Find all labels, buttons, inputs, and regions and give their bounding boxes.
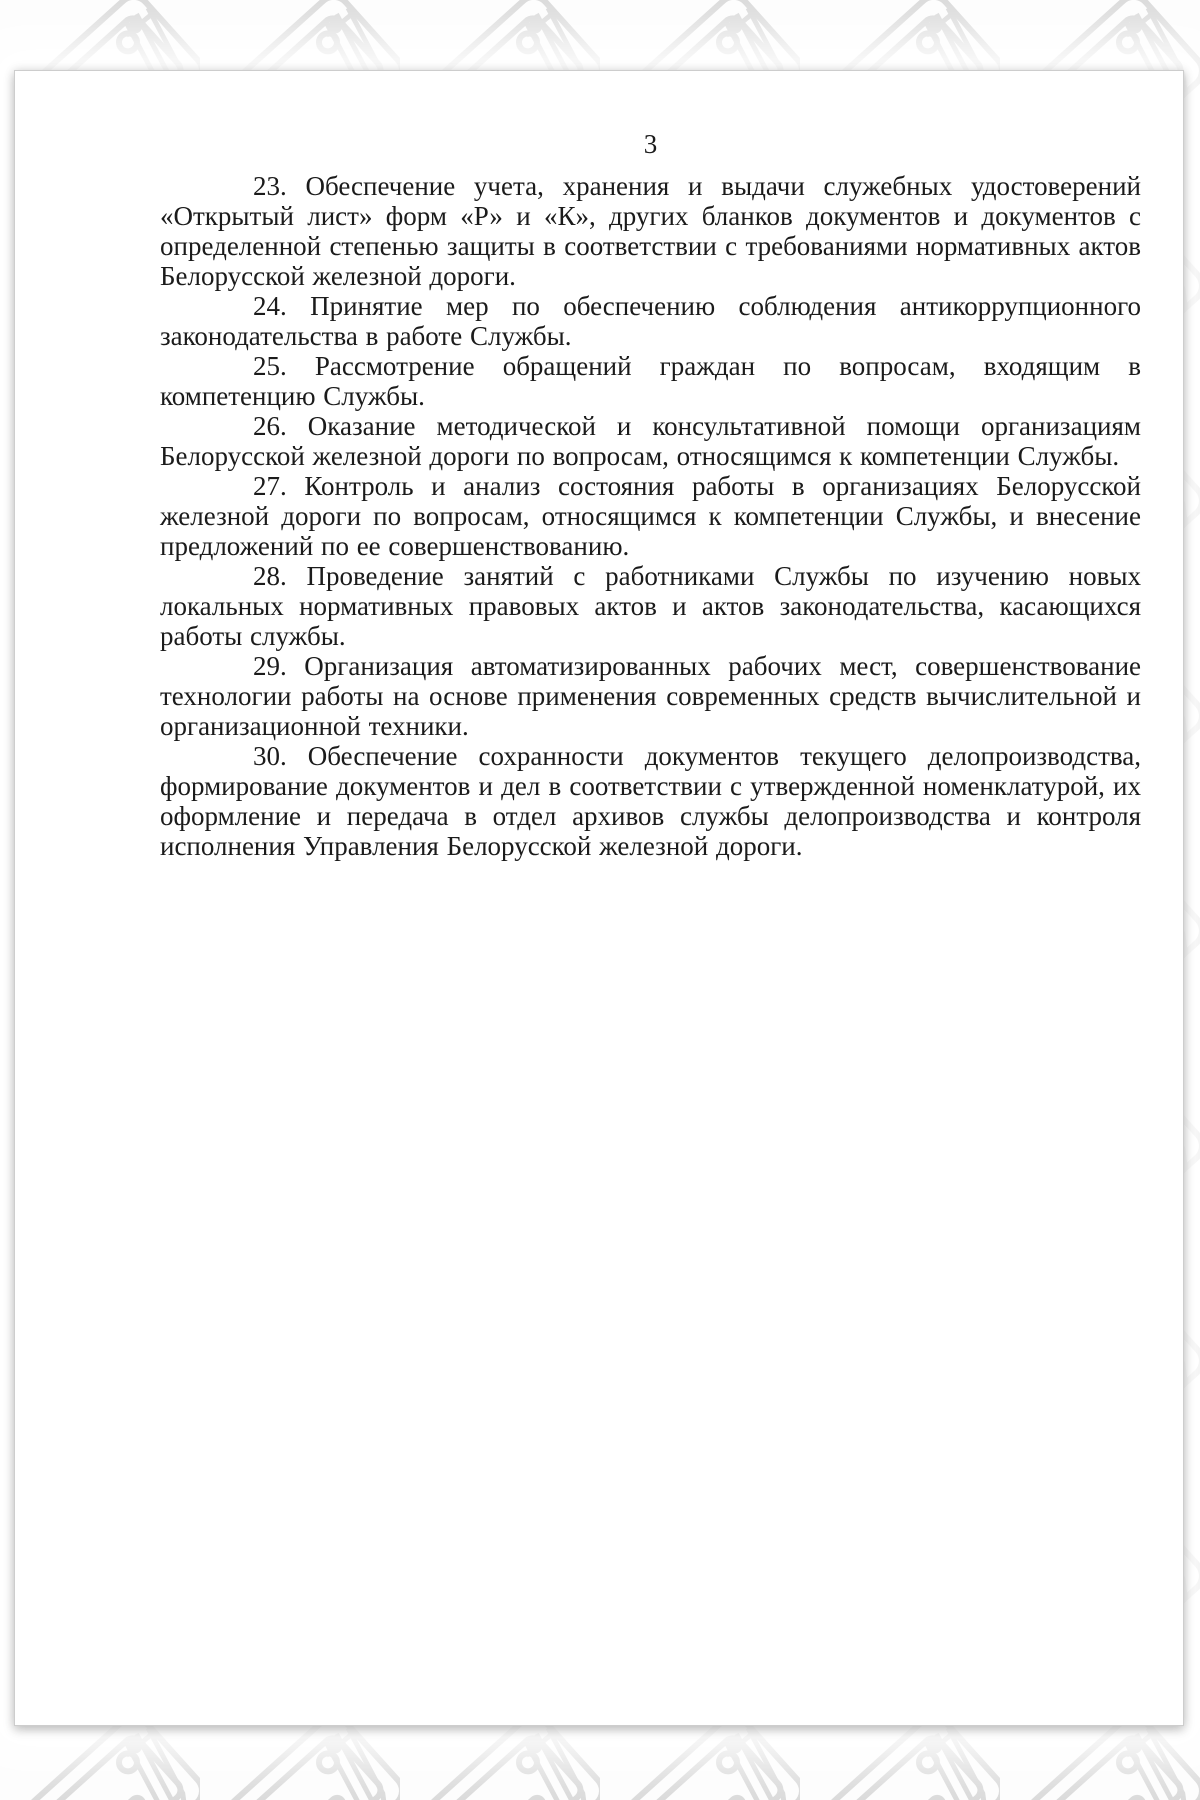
paragraph-27: 27. Контроль и анализ состояния работы в организациях Белорусской железной дороги по вопросам, относящимся к компетенции Службы, и внесение предложений по ее совершенствованию. [160, 471, 1141, 561]
paragraph-26: 26. Оказание методической и консультативной помощи организациям Белорусской железной дороги по вопросам, относящимся к компетенции Службы. [160, 411, 1141, 471]
paragraph-29: 29. Организация автоматизированных рабочих мест, совершенствование технологии работы на основе применения современных средств вычислительной и организационной техники. [160, 651, 1141, 741]
paragraph-23: 23. Обеспечение учета, хранения и выдачи служебных удостоверений «Открытый лист» форм «Р» и «К», других бланков документов и документов с определенной степенью защиты в соответствии с требованиями нормативных актов Белорусской железной дороги. [160, 171, 1141, 291]
paragraph-25: 25. Рассмотрение обращений граждан по вопросам, входящим в компетенцию Службы. [160, 351, 1141, 411]
paragraph-28: 28. Проведение занятий с работниками Службы по изучению новых локальных нормативных правовых актов и актов законодательства, касающихся работы службы. [160, 561, 1141, 651]
page-number: 3 [643, 129, 658, 159]
document-body [160, 171, 1141, 861]
paragraph-30: 30. Обеспечение сохранности документов текущего делопроизводства, формирование документов и дел в соответствии с утвержденной номенклатурой, их оформление и передача в отдел архивов службы делопроизводства и контроля исполнения Управления Белорусской железной дороги. [160, 741, 1141, 861]
paragraph-24: 24. Принятие мер по обеспечению соблюдения антикоррупционного законодательства в работе Службы. [160, 291, 1141, 351]
document-page [14, 70, 1184, 1726]
